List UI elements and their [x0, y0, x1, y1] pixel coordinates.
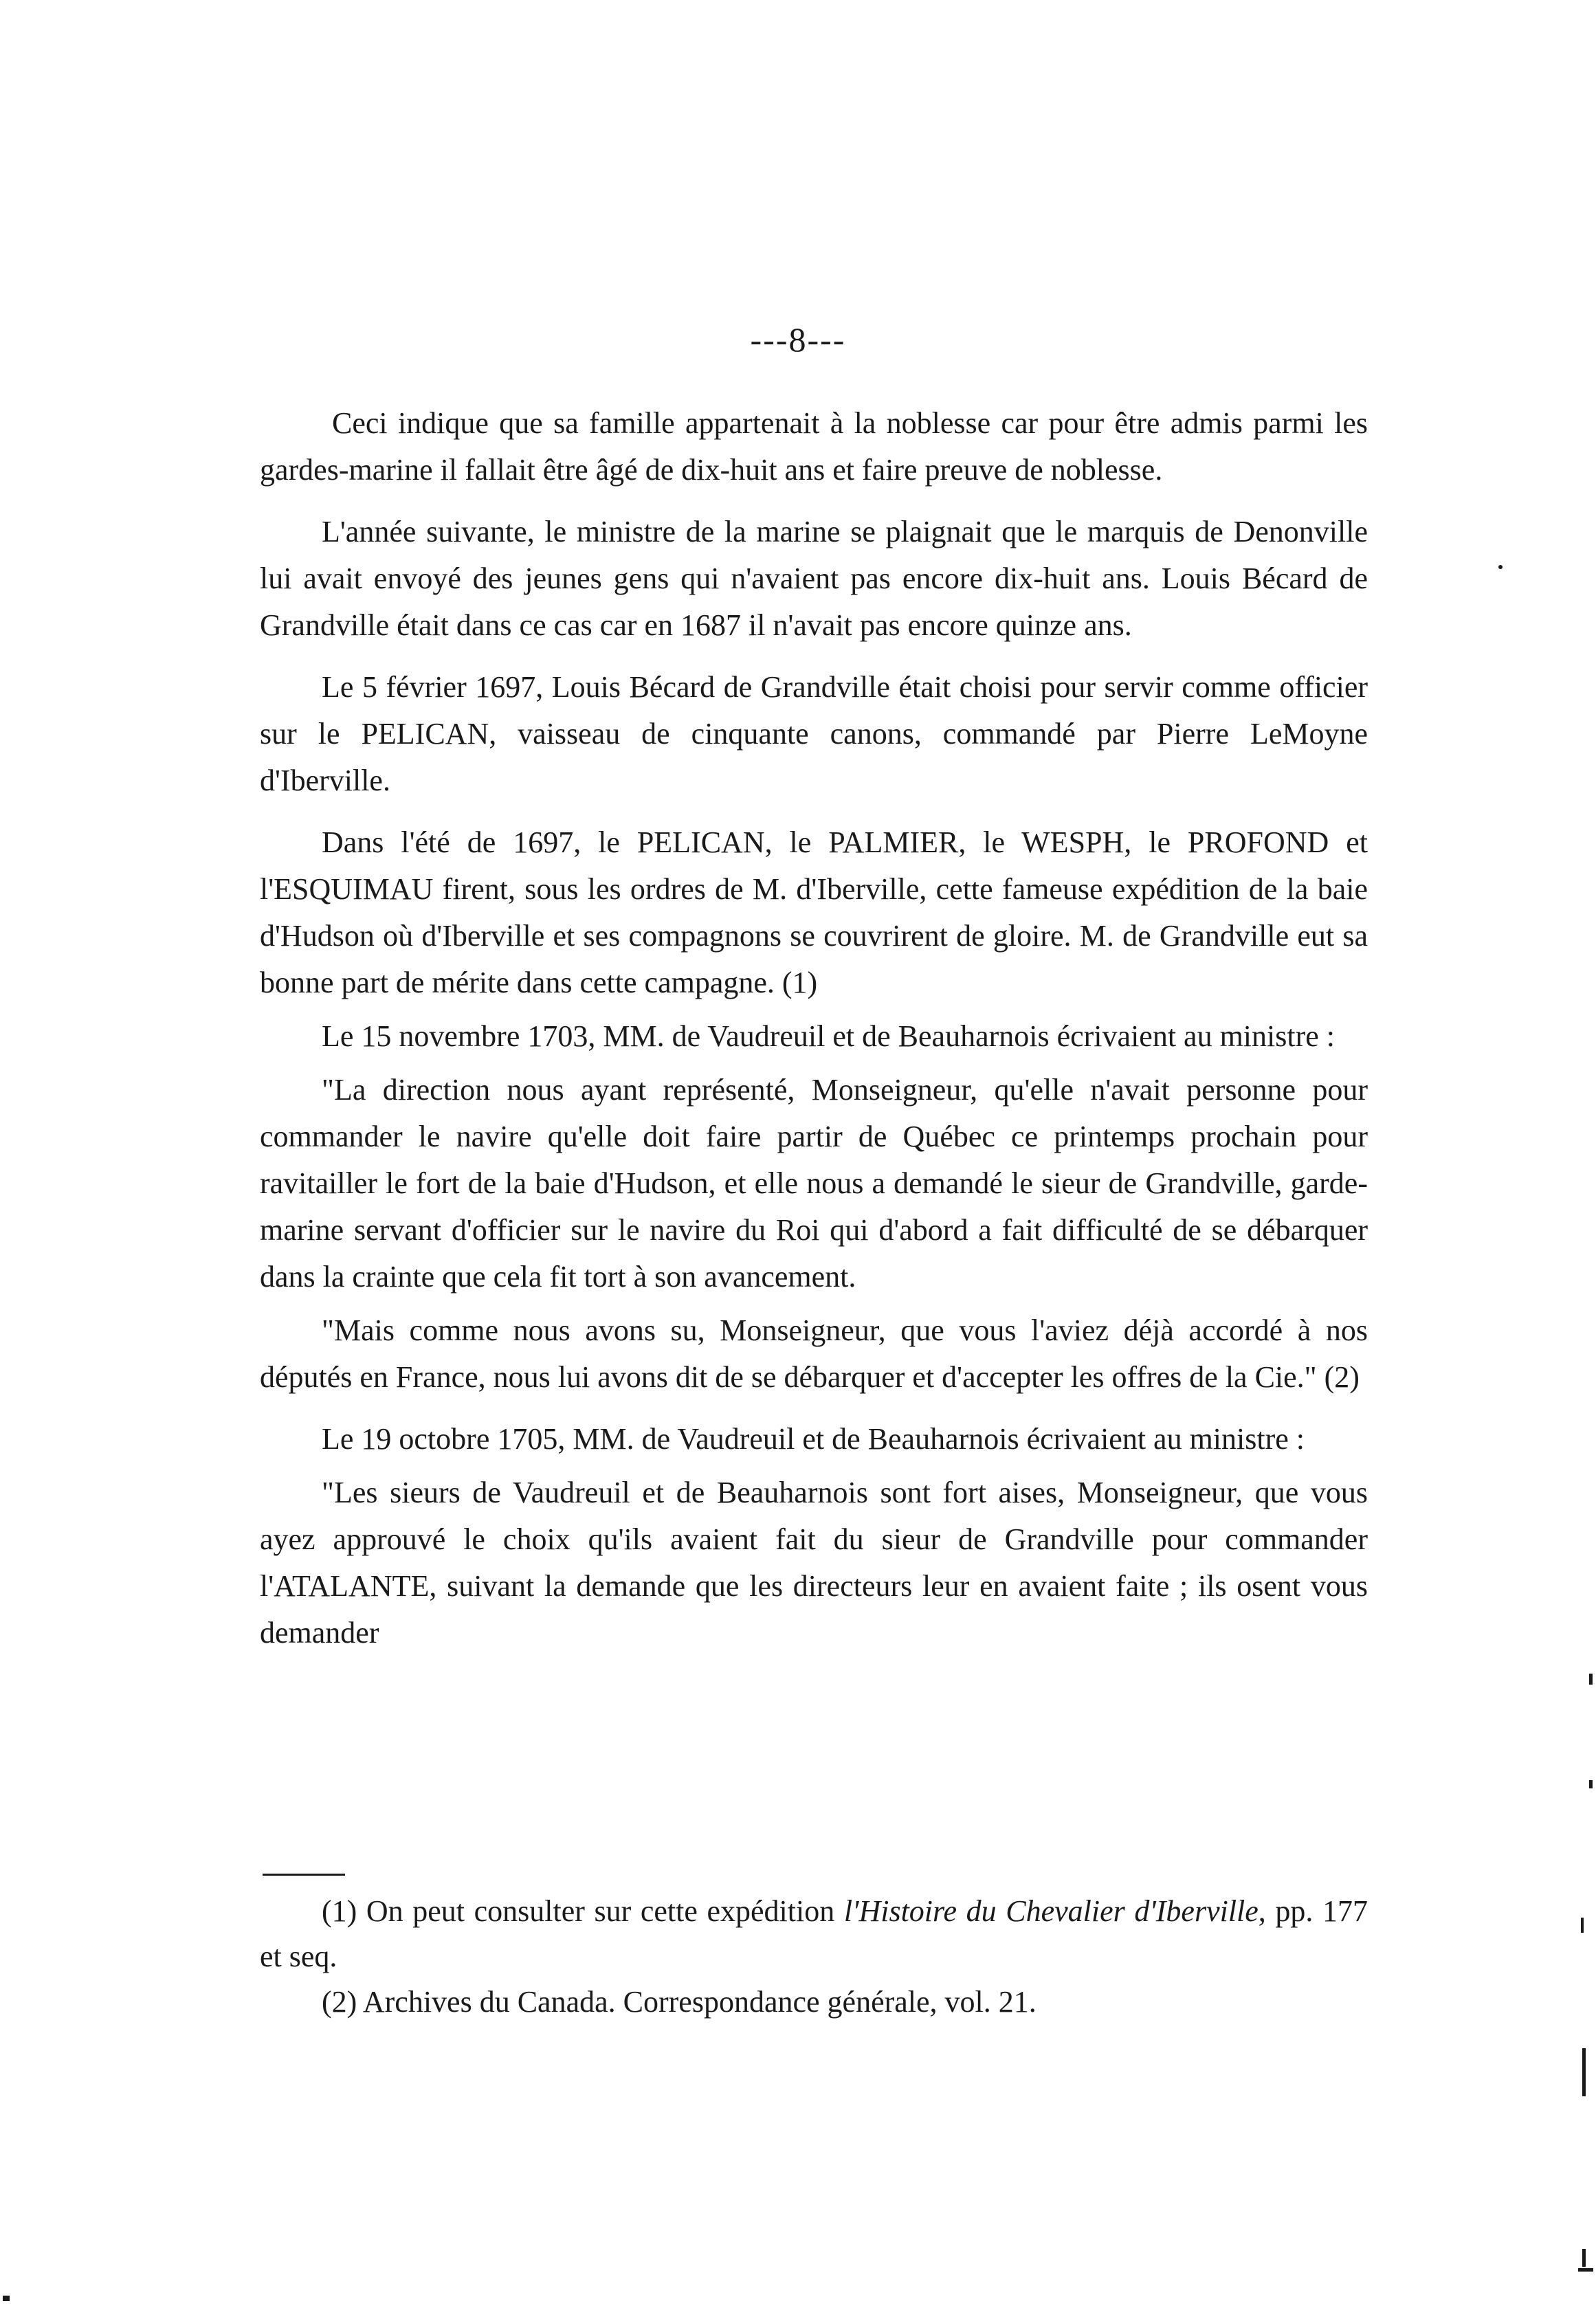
scan-speck — [1582, 2249, 1586, 2267]
paragraph-8: Le 19 octobre 1705, MM. de Vaudreuil et de Beauharnois écrivaient au ministre : — [322, 1422, 1305, 1456]
paragraph-3: Le 5 février 1697, Louis Bécard de Grandville était choisi pour servir comme officier sur le PELICAN, vaisseau de cinquante canons, commandé par Pierre LeMoyne d'Iberville. — [260, 670, 1368, 797]
footnote-1-title: l'Histoire du Chevalier d'Iberville — [843, 1894, 1259, 1928]
scan-speck — [3, 2296, 10, 2301]
scan-speck — [1582, 2048, 1586, 2096]
page-number: ---8--- — [750, 320, 846, 359]
scan-speck — [1589, 1780, 1593, 1788]
footnote-1 — [260, 1889, 1368, 1979]
scan-speck — [1581, 1918, 1584, 1933]
scan-speck — [1589, 1674, 1593, 1685]
footnote-2: (2) Archives du Canada. Correspondance générale, vol. 21. — [322, 1985, 1037, 2019]
paragraph-9: "Les sieurs de Vaudreuil et de Beauharnois sont fort aises, Monseigneur, que vous ayez approuvé le choix qu'ils avaient fait du sieur de Grandville pour commander l'ATALANTE, suivant la demande que les directeurs leur en avaient faite ; ils osent vous demander — [260, 1476, 1368, 1650]
footnote-1-suffix: , pp. 177 et seq. — [260, 1894, 1368, 1973]
footnote-1-prefix: (1) On peut consulter sur cette expédition — [322, 1894, 844, 1928]
paragraph-5: Le 15 novembre 1703, MM. de Vaudreuil et de Beauharnois écrivaient au ministre : — [322, 1019, 1335, 1053]
body-text — [260, 400, 1368, 1656]
scan-speck — [1578, 2268, 1593, 2272]
paragraph-6: "La direction nous ayant représenté, Monseigneur, qu'elle n'avait personne pour commander le navire qu'elle doit faire partir de Québec ce printemps prochain pour ravitailler le fort de la baie d'Hudson, et elle nous a demandé le sieur de Grandville, garde-marine servant d'officier sur le navire du Roi qui d'abord a fait difficulté de se débarquer dans la crainte que cela fit tort à son avancement. — [260, 1073, 1368, 1294]
footnote-rule — [263, 1874, 345, 1876]
paragraph-2: L'année suivante, le ministre de la marine se plaignait que le marquis de Denonville lui avait envoyé des jeunes gens qui n'avaient pas encore dix-huit ans. Louis Bécard de Grandville était dans ce cas car en 1687 il n'avait pas encore quinze ans. — [260, 515, 1368, 642]
footnotes — [260, 1889, 1368, 2025]
paragraph-7: "Mais comme nous avons su, Monseigneur, que vous l'aviez déjà accordé à nos députés en France, nous lui avons dit de se débarquer et d'accepter les offres de la Cie." (2) — [260, 1313, 1368, 1394]
paragraph-1: Ceci indique que sa famille appartenait à la noblesse car pour être admis parmi les gardes-marine il fallait être âgé de dix-huit ans et faire preuve de noblesse. — [260, 406, 1368, 487]
paragraph-4: Dans l'été de 1697, le PELICAN, le PALMIER, le WESPH, le PROFOND et l'ESQUIMAU firent, sous les ordres de M. d'Iberville, cette fameuse expédition de la baie d'Hudson où d'Iberville et ses compagnons se couvrirent de gloire. M. de Grandville eut sa bonne part de mérite dans cette campagne. (1) — [260, 825, 1368, 999]
scan-speck — [1498, 565, 1503, 569]
